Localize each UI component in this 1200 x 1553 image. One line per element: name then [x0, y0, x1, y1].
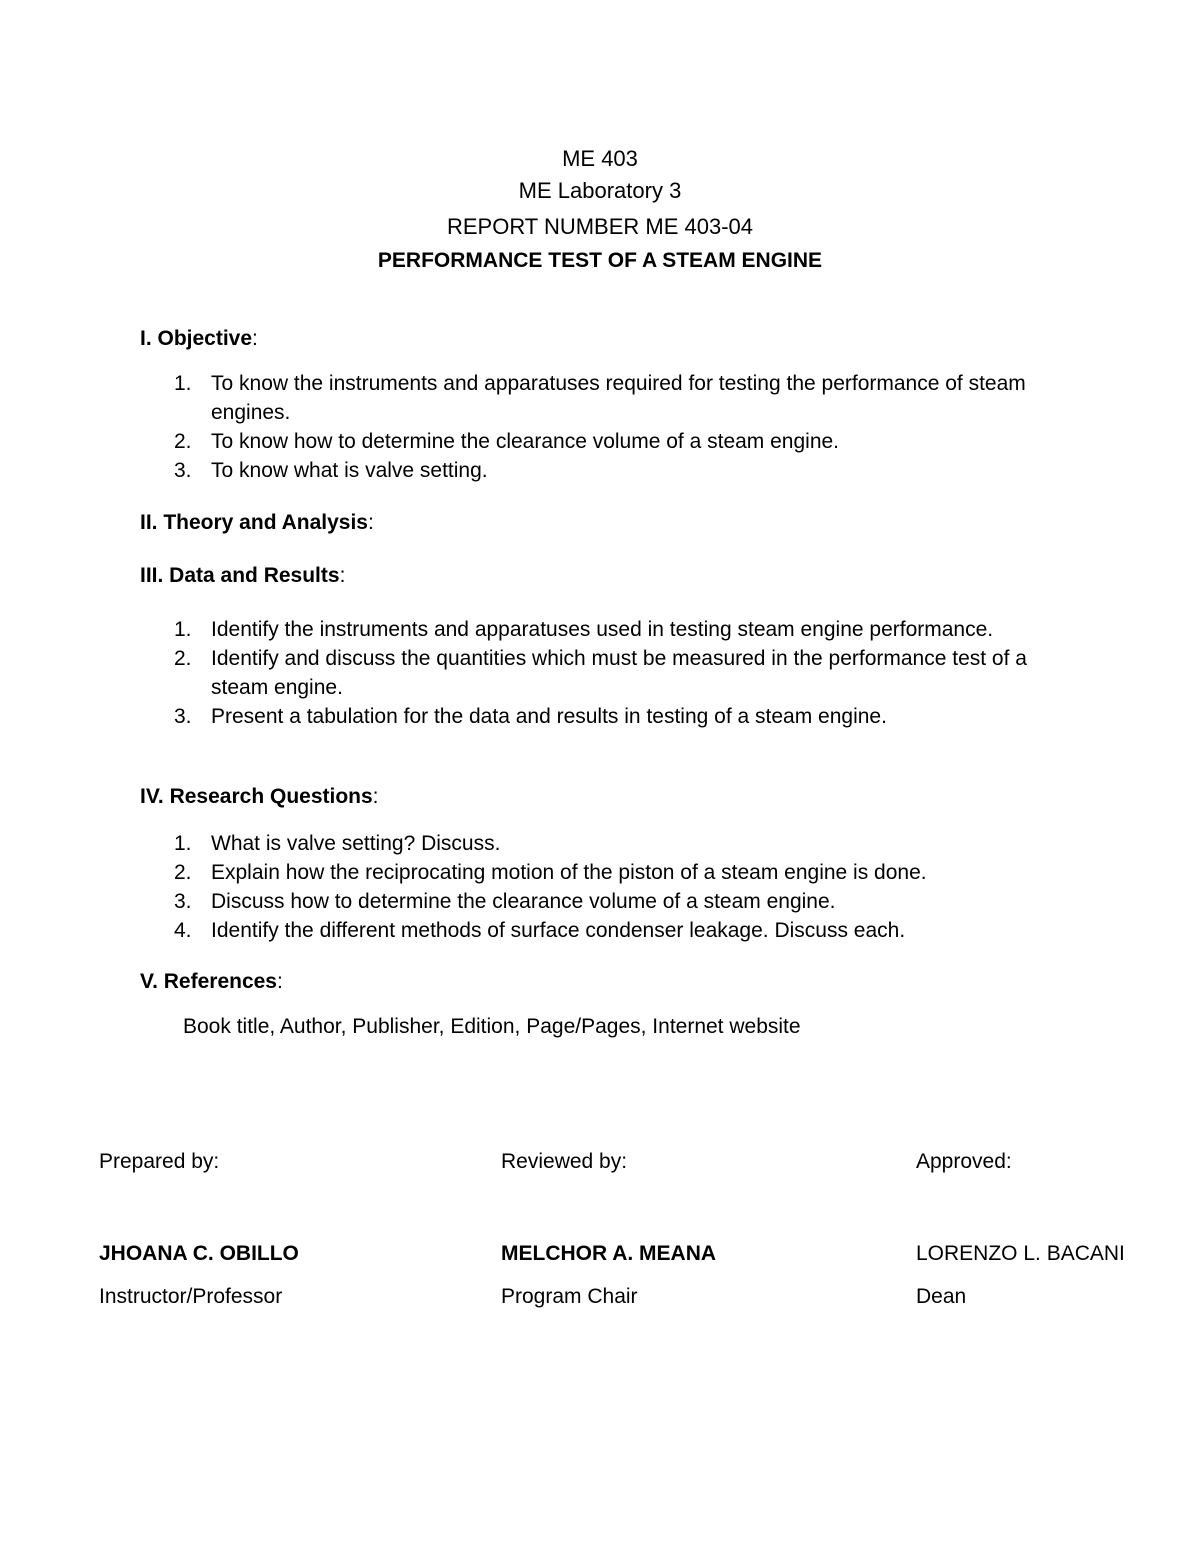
report-number: REPORT NUMBER ME 403-04 — [446, 214, 754, 239]
objective-list — [174, 369, 1074, 485]
data-results-list — [174, 615, 1074, 731]
list-item: 1. What is valve setting? Discuss. — [174, 832, 501, 855]
reviewed-by-title: Program Chair — [501, 1285, 638, 1308]
report-title: PERFORMANCE TEST OF A STEAM ENGINE — [377, 249, 823, 272]
research-list — [174, 829, 1074, 945]
prepared-by-name: JHOANA C. OBILLO — [99, 1242, 299, 1265]
approved-label: Approved: — [916, 1150, 1012, 1173]
list-item: 3. Present a tabulation for the data and results in testing of a steam engine. — [174, 705, 887, 728]
approved-title: Dean — [916, 1285, 967, 1308]
prepared-by-label: Prepared by: — [99, 1150, 220, 1173]
approved-name: LORENZO L. BACANI — [916, 1242, 1125, 1265]
section-heading-theory: II. Theory and Analysis: — [140, 511, 374, 534]
list-item: 1. Identify the instruments and apparatuses used in testing steam engine performance. — [174, 618, 994, 641]
list-item: 2. To know how to determine the clearance volume of a steam engine. — [174, 430, 840, 453]
section-heading-references: V. References: — [140, 970, 283, 993]
list-item: 1. To know the instruments and apparatuses required for testing the performance of steam engines. — [174, 372, 1026, 424]
list-item: 2. Explain how the reciprocating motion of the piston of a steam engine is done. — [174, 861, 927, 884]
reviewed-by-name: MELCHOR A. MEANA — [501, 1242, 717, 1265]
list-item: 4. Identify the different methods of surface condenser leakage. Discuss each. — [174, 919, 906, 942]
course-code: ME 403 — [562, 146, 638, 171]
list-item: 3. Discuss how to determine the clearance volume of a steam engine. — [174, 890, 836, 913]
list-item: 2. Identify and discuss the quantities which must be measured in the performance test of a steam engine. — [174, 647, 1027, 699]
prepared-by-title: Instructor/Professor — [99, 1285, 283, 1308]
course-name: ME Laboratory 3 — [518, 178, 682, 203]
reviewed-by-label: Reviewed by: — [501, 1150, 628, 1173]
section-heading-objective: I. Objective: — [140, 327, 258, 350]
references-text: Book title, Author, Publisher, Edition, Page/Pages, Internet website — [183, 1015, 801, 1038]
section-heading-data-results: III. Data and Results: — [140, 564, 346, 587]
list-item: 3. To know what is valve setting. — [174, 459, 488, 482]
section-heading-research: IV. Research Questions: — [140, 785, 379, 808]
